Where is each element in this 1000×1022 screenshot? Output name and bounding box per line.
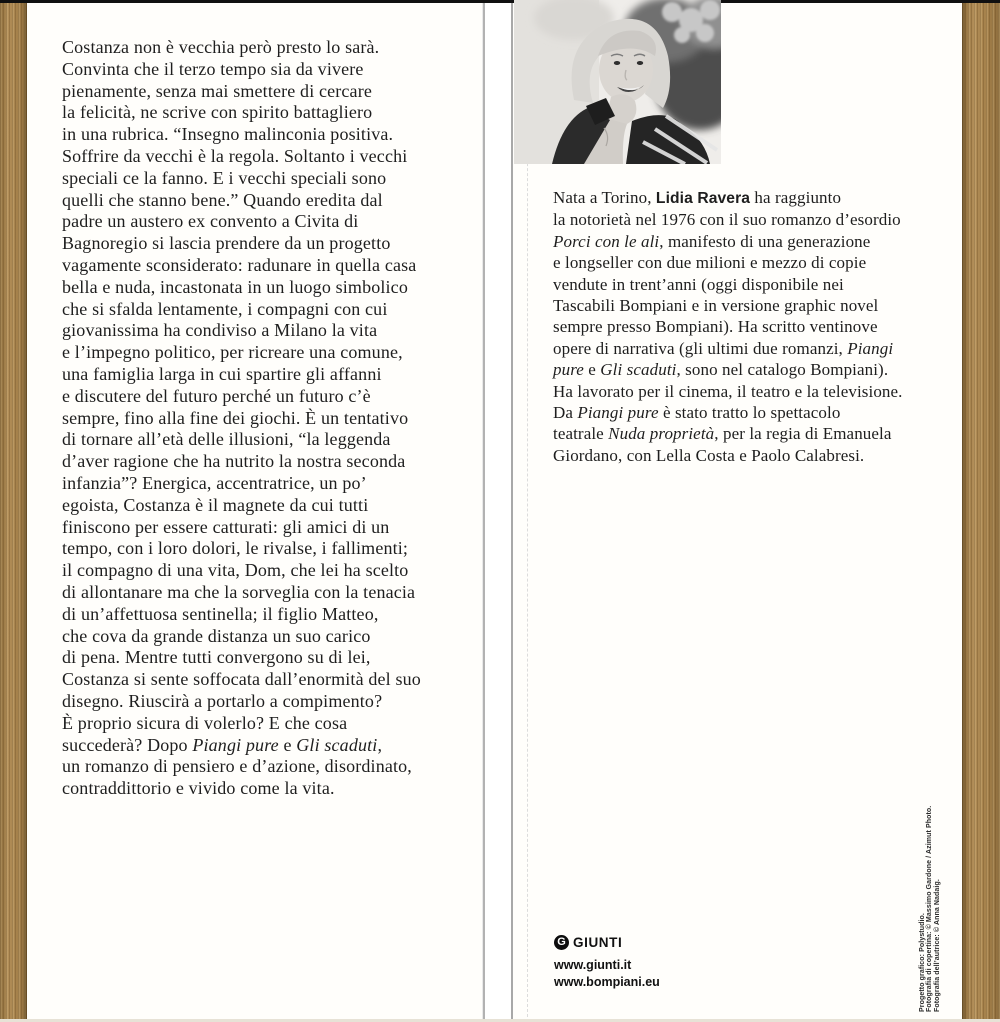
- text-line: pienamente, senza mai smettere di cercare: [62, 80, 372, 101]
- text-line: e l’impegno politico, per ricreare una comune,: [62, 342, 403, 363]
- fold-gutter: [485, 3, 511, 1022]
- text-line: in una rubrica. “Insegno malinconia positiva.: [62, 124, 394, 145]
- synopsis-text: [62, 37, 462, 800]
- author-bio-text: [553, 187, 963, 466]
- text-line: www.giunti.it: [554, 958, 632, 972]
- text-line: Bagnoregio si lascia prendere da un progetto: [62, 233, 391, 254]
- text-line: speciali ce la fanno. E i vecchi speciali sono: [62, 167, 387, 188]
- text-line: pure e Gli scaduti, sono nel catalogo Bompiani).: [553, 360, 889, 380]
- text-line: di pena. Mentre tutti convergono su di lei,: [62, 647, 371, 668]
- text-line: quelli che stanno bene.” Quando eredita dal: [62, 189, 383, 210]
- text-line: la notorietà nel 1976 con il suo romanzo d’esordio: [553, 210, 901, 230]
- text-line: un romanzo di pensiero e d’azione, disordinato,: [62, 756, 412, 777]
- text-line: il compagno di una vita, Dom, che lei ha scelto: [62, 560, 409, 581]
- author-photo: [514, 0, 721, 164]
- text-line: Soffrire da vecchi è la regola. Soltanto i vecchi: [62, 145, 408, 166]
- print-credits-vertical: [919, 805, 941, 1012]
- text-line: È proprio sicura di volerlo? E che cosa: [62, 712, 348, 733]
- text-line: Progetto grafico: Polystudio.: [919, 913, 926, 1012]
- text-line: bella e nuda, incastonata in un luogo simbolico: [62, 276, 408, 297]
- giunti-logo: [554, 935, 660, 950]
- text-line: disegno. Riuscirà a portarlo a compimento?: [62, 690, 383, 711]
- publisher-websites: [554, 957, 660, 991]
- text-line: che si sfalda lentamente, i compagni con cui: [62, 298, 388, 319]
- wood-background-left: [0, 0, 27, 1022]
- text-line: succederà? Dopo Piangi pure e Gli scaduti,: [62, 734, 383, 755]
- text-line: una famiglia larga in cui spartire gli affanni: [62, 363, 382, 384]
- text-line: giovanissima ha condiviso a Milano la vita: [62, 320, 378, 341]
- text-line: finiscono per essere catturati: gli amici di un: [62, 516, 390, 537]
- text-line: teatrale Nuda proprietà, per la regia di Emanuela: [553, 424, 892, 444]
- text-line: tempo, con i loro dolori, le rivalse, i fallimenti;: [62, 538, 409, 559]
- text-line: Costanza si sente soffocata dall’enormità del suo: [62, 669, 421, 690]
- text-line: Costanza non è vecchia però presto lo sarà.: [62, 37, 380, 57]
- text-line: di tornare all’età delle illusioni, “la leggenda: [62, 429, 391, 450]
- text-line: opere di narrativa (gli ultimi due romanzi, Piangi: [553, 338, 894, 358]
- text-line: di allontanare ma che la sorveglia con la tenacia: [62, 581, 416, 602]
- text-line: Da Piangi pure è stato tratto lo spettacolo: [553, 403, 841, 423]
- text-line: Ha lavorato per il cinema, il teatro e la televisione.: [553, 381, 903, 401]
- text-line: Tascabili Bompiani e in versione graphic novel: [553, 296, 879, 316]
- author-photo-illustration: [514, 0, 721, 164]
- text-line: sempre, fino alla fine dei giochi. È un tentativo: [62, 407, 409, 428]
- text-line: di un’affettuosa sentinella; il figlio Matteo,: [62, 603, 379, 624]
- text-line: la felicità, ne scrive con spirito battagliero: [62, 102, 373, 123]
- text-line: Porci con le ali, manifesto di una generazione: [553, 231, 871, 251]
- publisher-name: GIUNTI: [573, 935, 623, 950]
- wood-background-right: [962, 0, 1000, 1022]
- text-line: sempre presso Bompiani). Ha scritto ventinove: [553, 317, 878, 337]
- text-line: www.bompiani.eu: [554, 975, 660, 989]
- text-line: contraddittorio e vivido come la vita.: [62, 778, 335, 799]
- text-line: padre un austero ex convento a Civita di: [62, 211, 359, 232]
- text-line: egoista, Costanza è il magnete da cui tutti: [62, 494, 369, 515]
- giunti-logo-icon: G: [554, 935, 569, 950]
- text-line: vagamente sconsiderato: radunare in quella casa: [62, 254, 417, 275]
- text-line: Fotografia di copertina: © Massimo Gardone / Azimut Photo.: [926, 805, 934, 1012]
- text-line: d’aver ragione che ha nutrito la nostra seconda: [62, 451, 406, 472]
- text-line: e discutere del futuro perché un futuro c’è: [62, 385, 371, 406]
- text-line: e longseller con due milioni e mezzo di copie: [553, 253, 867, 273]
- text-line: che cova da grande distanza un suo carico: [62, 625, 371, 646]
- text-line: Convinta che il terzo tempo sia da vivere: [62, 58, 364, 79]
- text-line: Fotografia dell’autrice: © Anna Nadaig.: [933, 879, 941, 1012]
- text-line: infanzia”? Energica, accentratrice, un po’: [62, 472, 367, 493]
- scan-edge-top: [0, 0, 1000, 3]
- publisher-block: [554, 935, 660, 991]
- text-line: vendute in trent’anni (oggi disponibile nei: [553, 274, 844, 294]
- text-line: Nata a Torino, Lidia Ravera ha raggiunto: [553, 188, 842, 207]
- text-line: Giordano, con Lella Costa e Paolo Calabresi.: [553, 445, 865, 465]
